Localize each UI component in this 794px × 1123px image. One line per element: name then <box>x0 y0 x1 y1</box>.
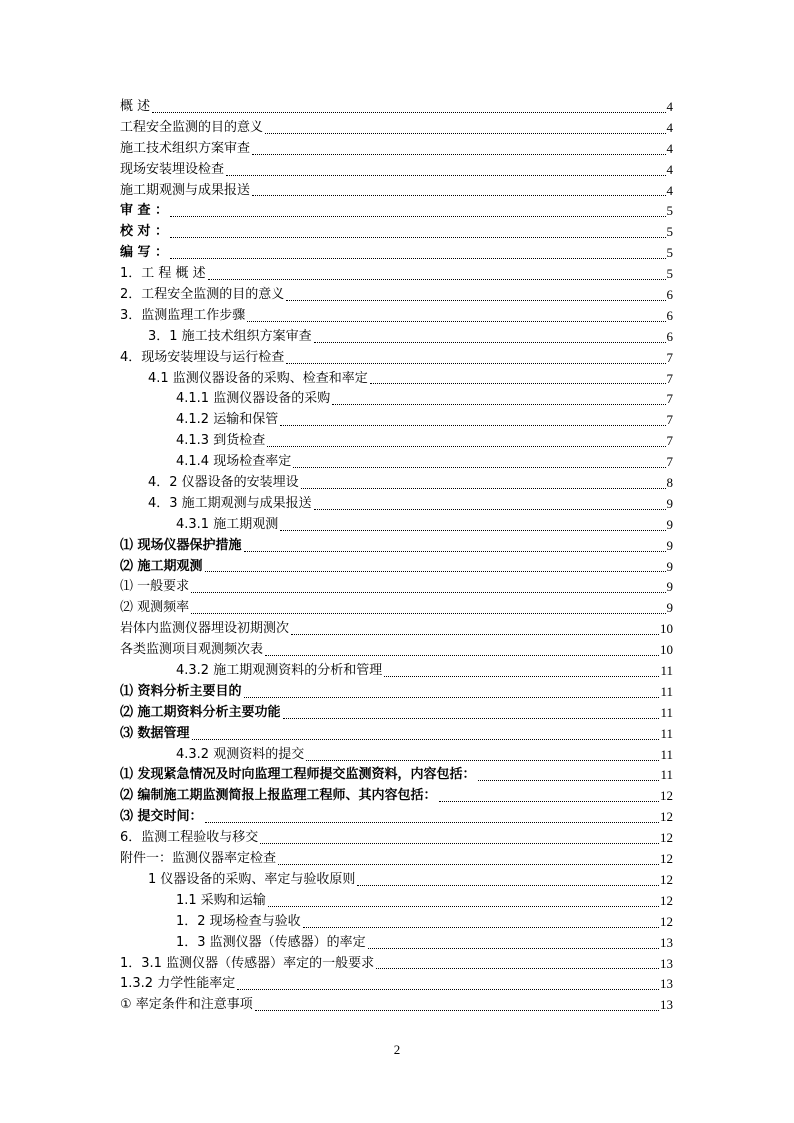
toc-entry-title: ⑵ 编制施工期监测简报上报监理工程师、其内容包括： <box>120 788 437 804</box>
toc-entry[interactable] <box>120 912 673 933</box>
toc-entry-title: 1．3.1 监测仪器（传感器）率定的一般要求 <box>120 955 375 971</box>
toc-entry[interactable] <box>120 201 673 222</box>
toc-leader-dots <box>280 530 665 531</box>
toc-leader-dots <box>244 697 660 698</box>
toc-entry-title: 4.1.2 运输和保管 <box>176 412 279 428</box>
toc-entry[interactable] <box>120 745 673 766</box>
toc-entry-page: 12 <box>660 892 673 908</box>
toc-entry-page: 12 <box>660 830 673 846</box>
toc-entry[interactable] <box>120 118 673 139</box>
toc-entry[interactable] <box>120 577 673 598</box>
toc-entry-page: 11 <box>660 746 673 762</box>
toc-entry-title: 4.1.1 监测仪器设备的采购 <box>176 391 331 407</box>
toc-entry-title: 4．3 施工期观测与成果报送 <box>148 495 312 511</box>
toc-entry-title: 4.1 监测仪器设备的采购、检查和率定 <box>148 370 368 386</box>
toc-entry-page: 10 <box>660 621 673 637</box>
toc-leader-dots <box>368 948 659 949</box>
toc-entry[interactable] <box>120 494 673 515</box>
toc-entry-title: ⑴ 一般要求 <box>120 579 190 595</box>
toc-entry-page: 13 <box>660 997 673 1013</box>
toc-entry-page: 11 <box>660 725 673 741</box>
toc-entry-title: ⑵ 观测频率 <box>120 600 190 616</box>
toc-leader-dots <box>306 760 659 761</box>
toc-leader-dots <box>301 488 666 489</box>
toc-entry[interactable] <box>120 724 673 745</box>
toc-leader-dots <box>170 237 665 238</box>
toc-entry-page: 9 <box>666 495 673 511</box>
page-number: 2 <box>393 1042 401 1057</box>
toc-leader-dots <box>267 446 665 447</box>
toc-leader-dots <box>283 718 660 719</box>
toc-entry-title: 岩体内监测仪器埋设初期测次 <box>120 621 290 637</box>
toc-entry-title: 1．3 监测仪器（传感器）的率定 <box>176 934 366 950</box>
toc-entry-page: 6 <box>666 328 673 344</box>
toc-entry-title: 审 查 ： <box>120 203 169 219</box>
toc-entry[interactable] <box>120 703 673 724</box>
toc-entry-page: 4 <box>666 161 673 177</box>
toc-entry-title: 编 写 ： <box>120 245 169 261</box>
toc-entry[interactable] <box>120 452 673 473</box>
toc-entry-page: 7 <box>666 412 673 428</box>
toc-entry[interactable] <box>120 891 673 912</box>
toc-entry-page: 5 <box>666 203 673 219</box>
toc-entry-page: 4 <box>666 98 673 114</box>
toc-entry[interactable] <box>120 933 673 954</box>
toc-entry-page: 9 <box>666 600 673 616</box>
toc-entry[interactable] <box>120 807 673 828</box>
toc-leader-dots <box>260 843 659 844</box>
toc-entry[interactable] <box>120 243 673 264</box>
toc-entry-page: 11 <box>660 767 673 783</box>
toc-leader-dots <box>205 571 666 572</box>
toc-leader-dots <box>478 780 660 781</box>
toc-leader-dots <box>439 801 659 802</box>
toc-leader-dots <box>384 676 659 677</box>
toc-entry[interactable] <box>120 306 673 327</box>
toc-entry[interactable] <box>120 473 673 494</box>
toc-entry-page: 11 <box>660 704 673 720</box>
toc-leader-dots <box>252 154 665 155</box>
toc-entry[interactable] <box>120 348 673 369</box>
toc-entry-page: 7 <box>666 454 673 470</box>
toc-entry-title: 各类监测项目观测频次表 <box>120 642 264 658</box>
toc-leader-dots <box>357 885 659 886</box>
toc-leader-dots <box>286 300 665 301</box>
toc-leader-dots <box>280 425 665 426</box>
toc-entry-page: 12 <box>660 788 673 804</box>
toc-entry-page: 10 <box>660 642 673 658</box>
toc-entry[interactable] <box>120 766 673 787</box>
toc-entry-page: 12 <box>660 809 673 825</box>
toc-entry-page: 9 <box>666 516 673 532</box>
toc-entry-title: 1．工 程 概 述 <box>120 266 206 282</box>
toc-leader-dots <box>208 279 666 280</box>
toc-entry[interactable] <box>120 598 673 619</box>
toc-entry[interactable] <box>120 181 673 202</box>
toc-entry-page: 8 <box>666 475 673 491</box>
toc-entry[interactable] <box>120 264 673 285</box>
toc-entry[interactable] <box>120 160 673 181</box>
toc-leader-dots <box>314 342 666 343</box>
toc-leader-dots <box>293 467 665 468</box>
toc-entry-title: ⑶ 数据管理 <box>120 725 190 741</box>
toc-entry[interactable] <box>120 870 673 891</box>
toc-entry-title: 4.3.1 施工期观测 <box>176 516 279 532</box>
toc-leader-dots <box>247 321 665 322</box>
toc-entry-title: 6．监测工程验收与移交 <box>120 830 259 846</box>
toc-entry-page: 7 <box>666 391 673 407</box>
toc-entry-page: 13 <box>660 976 673 992</box>
toc-entry-title: 4．2 仪器设备的安装埋设 <box>148 475 299 491</box>
toc-entry[interactable] <box>120 222 673 243</box>
toc-entry[interactable] <box>120 995 673 1016</box>
toc-leader-dots <box>191 592 665 593</box>
toc-entry-page: 7 <box>666 349 673 365</box>
toc-entry-title: ⑵ 施工期观测 <box>120 558 203 574</box>
toc-entry[interactable] <box>120 139 673 160</box>
toc-leader-dots <box>265 655 659 656</box>
toc-entry-page: 9 <box>666 537 673 553</box>
toc-leader-dots <box>191 613 665 614</box>
toc-entry-page: 9 <box>666 579 673 595</box>
toc-entry[interactable] <box>120 786 673 807</box>
toc-entry-title: 1 仪器设备的采购、率定与验收原则 <box>148 871 356 887</box>
toc-entry-title: 1.1 采购和运输 <box>176 892 266 908</box>
toc-leader-dots <box>268 906 659 907</box>
toc-entry[interactable] <box>120 974 673 995</box>
toc-leader-dots <box>332 404 665 405</box>
toc-entry-title: 1.3.2 力学性能率定 <box>120 976 236 992</box>
toc-entry-title: 施工技术组织方案审查 <box>120 140 251 156</box>
toc-entry-page: 9 <box>666 558 673 574</box>
toc-entry[interactable] <box>120 619 673 640</box>
toc-leader-dots <box>170 258 665 259</box>
toc-leader-dots <box>244 551 666 552</box>
toc-entry-page: 4 <box>666 119 673 135</box>
toc-leader-dots <box>278 864 659 865</box>
toc-leader-dots <box>255 1010 659 1011</box>
toc-entry-title: 4.3.2 施工期观测资料的分析和管理 <box>176 663 383 679</box>
toc-entry-title: 施工期观测与成果报送 <box>120 182 251 198</box>
toc-entry[interactable] <box>120 557 673 578</box>
toc-entry-title: 4．现场安装埋设与运行检查 <box>120 349 285 365</box>
toc-entry[interactable] <box>120 389 673 410</box>
toc-leader-dots <box>170 216 665 217</box>
toc-entry-page: 5 <box>666 224 673 240</box>
toc-entry-title: 现场安装埋设检查 <box>120 161 225 177</box>
toc-entry-page: 4 <box>666 140 673 156</box>
toc-entry-title: ⑵ 施工期资料分析主要功能 <box>120 704 281 720</box>
toc-entry[interactable] <box>120 431 673 452</box>
toc-entry[interactable] <box>120 661 673 682</box>
toc-entry-page: 5 <box>666 266 673 282</box>
toc-entry-page: 13 <box>660 934 673 950</box>
table-of-contents <box>120 97 673 1016</box>
toc-entry-page: 12 <box>660 851 673 867</box>
toc-entry-page: 11 <box>660 663 673 679</box>
toc-entry[interactable] <box>120 515 673 536</box>
toc-entry[interactable] <box>120 285 673 306</box>
toc-entry-title: 4.1.4 现场检查率定 <box>176 454 292 470</box>
toc-entry-page: 5 <box>666 245 673 261</box>
toc-leader-dots <box>314 509 666 510</box>
toc-leader-dots <box>252 195 665 196</box>
toc-leader-dots <box>205 822 659 823</box>
toc-entry[interactable] <box>120 828 673 849</box>
toc-entry[interactable] <box>120 849 673 870</box>
toc-leader-dots <box>286 363 665 364</box>
toc-entry[interactable] <box>120 327 673 348</box>
toc-entry-page: 13 <box>660 955 673 971</box>
toc-entry[interactable] <box>120 97 673 118</box>
toc-leader-dots <box>303 927 659 928</box>
toc-entry-title: ⑴ 资料分析主要目的 <box>120 683 242 699</box>
toc-leader-dots <box>370 383 666 384</box>
toc-entry-title: ⑴ 发现紧急情况及时向监理工程师提交监测资料，内容包括： <box>120 767 476 783</box>
toc-entry-title: ⑴ 现场仪器保护措施 <box>120 537 242 553</box>
toc-entry-title: 4.3.2 观测资料的提交 <box>176 746 305 762</box>
toc-entry[interactable] <box>120 954 673 975</box>
toc-leader-dots <box>192 739 660 740</box>
toc-leader-dots <box>265 133 665 134</box>
toc-entry-page: 6 <box>666 287 673 302</box>
toc-entry-title: 3．1 施工技术组织方案审查 <box>148 328 312 344</box>
toc-leader-dots <box>152 112 665 113</box>
toc-entry-page: 6 <box>666 307 673 323</box>
toc-entry-page: 4 <box>666 182 673 198</box>
toc-entry-title: 2．工程安全监测的目的意义 <box>120 287 285 302</box>
toc-entry[interactable] <box>120 410 673 431</box>
toc-entry-title: 校 对 ： <box>120 224 169 240</box>
toc-entry[interactable] <box>120 536 673 557</box>
toc-entry-page: 7 <box>666 370 673 386</box>
toc-entry-title: 1．2 现场检查与验收 <box>176 913 301 929</box>
toc-leader-dots <box>237 989 659 990</box>
toc-entry-title: 附件一：监测仪器率定检查 <box>120 851 277 867</box>
toc-entry-page: 11 <box>660 683 673 699</box>
toc-entry-page: 7 <box>666 433 673 449</box>
toc-entry-page: 12 <box>660 871 673 887</box>
toc-leader-dots <box>226 175 665 176</box>
toc-entry-title: ⑶ 提交时间： <box>120 809 203 825</box>
toc-leader-dots <box>376 968 659 969</box>
toc-entry-title: 3．监测监理工作步骤 <box>120 307 246 323</box>
toc-entry-title: 工程安全监测的目的意义 <box>120 119 264 135</box>
toc-entry-title: 概 述 <box>120 98 151 114</box>
toc-leader-dots <box>291 634 659 635</box>
toc-entry[interactable] <box>120 640 673 661</box>
toc-entry-title: 4.1.3 到货检查 <box>176 433 266 449</box>
toc-entry-page: 12 <box>660 913 673 929</box>
toc-entry-title: ① 率定条件和注意事项 <box>120 997 253 1013</box>
toc-entry[interactable] <box>120 682 673 703</box>
toc-entry[interactable] <box>120 369 673 390</box>
